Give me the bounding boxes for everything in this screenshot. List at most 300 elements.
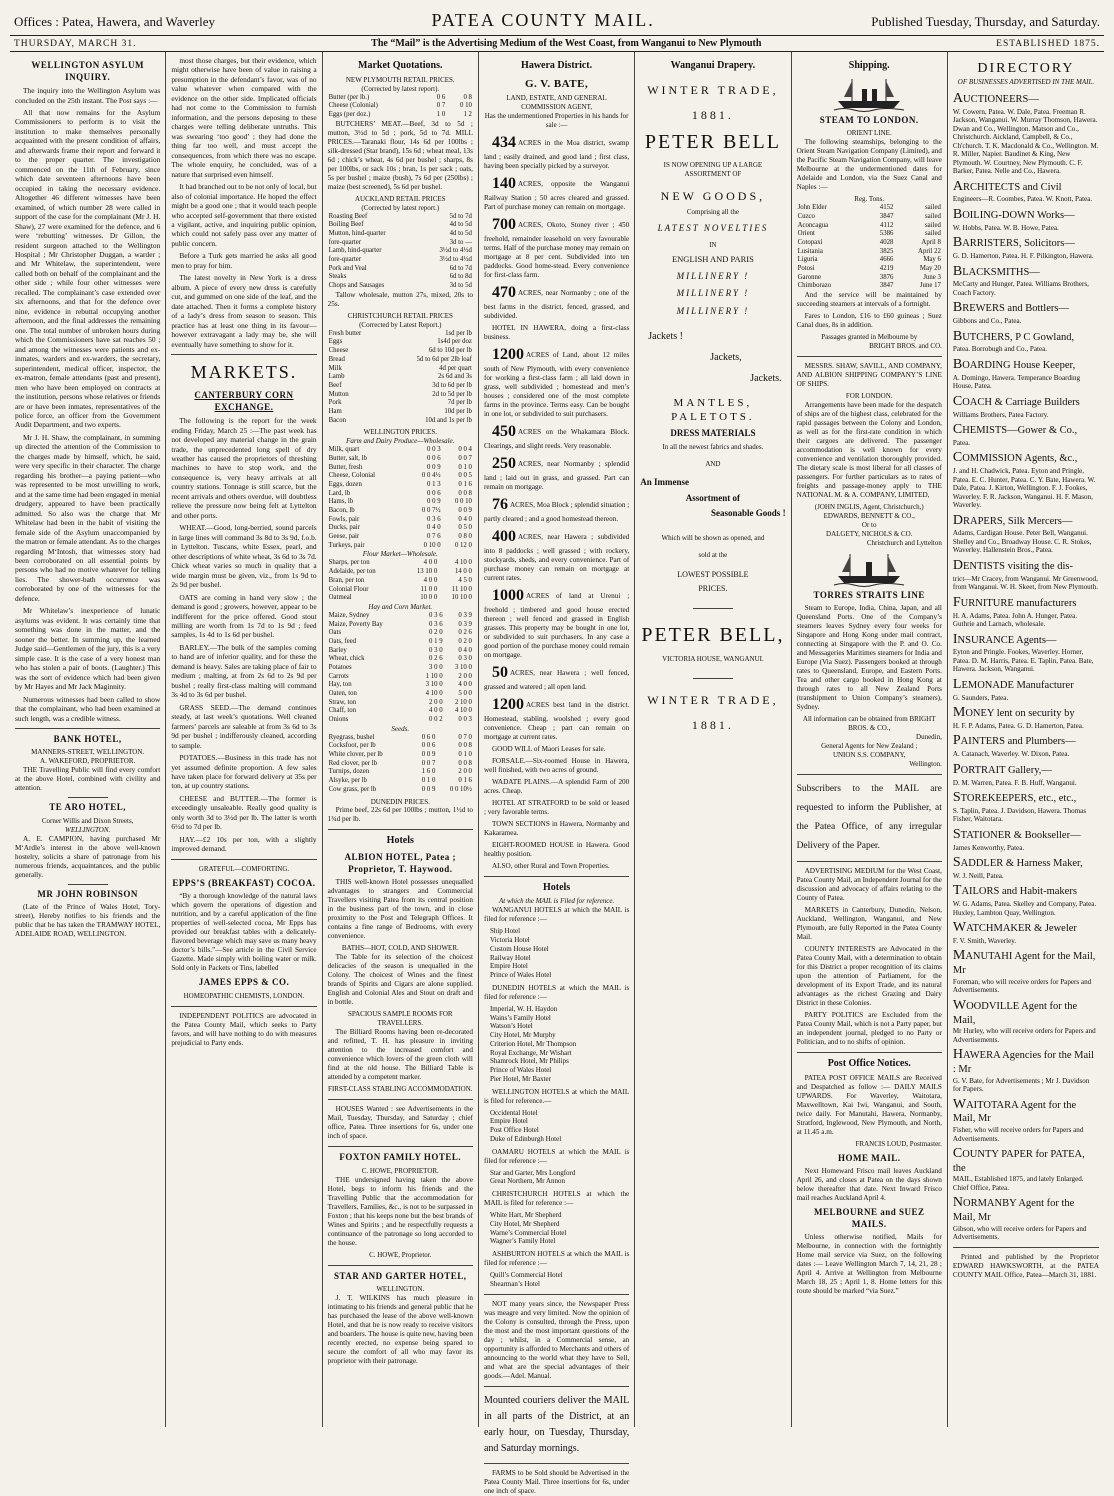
- paragraph: Before a Turk gets married he asks all good men to pray for him.: [171, 251, 317, 270]
- issue-date: THURSDAY, MARCH 31.: [14, 38, 137, 49]
- item-cell: Sharps, per ton: [328, 559, 370, 567]
- item-cell: Oatmeal: [328, 594, 352, 602]
- passages: Passages granted in Melbourne by: [821, 333, 918, 342]
- paragraph: Numerous witnesses had been called to show that the complainant, who had been examined at such length, was a credible witness.: [15, 694, 161, 723]
- paragraph: Mr Whitelaw’s inexperience of lunatic asylums was evident. It was certainly time that something was done in the matter, and the sooner the better. In summing up, the learned Judge said—Gentlemen of the jury, this is a very simple case. It is the case of a very honest man who has stolen a pair of boots. (Laughter.) This was the sort of evidence which had been given by Mr Hayes and Mr Jack Maginnity.: [15, 606, 161, 692]
- price-cell: 0 0 3: [458, 716, 472, 724]
- year: 1881.: [691, 108, 734, 123]
- divider: [953, 1247, 1099, 1248]
- price-cell: 4028: [879, 238, 894, 246]
- property-acreage: 50: [491, 663, 508, 681]
- auckland-title: AUCKLAND RETAIL PRICES: [354, 194, 446, 203]
- price-cell: 0 0 6: [421, 742, 436, 750]
- albion-text: THIS well-known Hotel possesses unequalled advantages to strangers and Commercial Travellers visiting Patea from its central position in the business part of the town, and in close proximity to the Post and Telegraph Offices. It contains a fine range of Bedrooms, with every convenience.: [327, 878, 473, 941]
- price-cell: 0 1 6: [458, 480, 472, 488]
- price-cell: 0 3 6: [427, 515, 441, 523]
- property-acreage: 1000: [491, 586, 524, 604]
- item-cell: Straw, ton: [328, 698, 357, 706]
- price-cell: 4666: [879, 256, 894, 264]
- bright-bros: BRIGHT BROS. and CO.: [869, 342, 942, 351]
- item-cell: Carrots: [328, 672, 349, 680]
- foxton-text: THE undersigned having taken the above Hotel, begs to inform his friends and the Travelling Public that the accommodation for Travellers, Families, &c., is not to be surpassed in Foxton ; that his keeps none but the best brands of Wines and Spirits ; and he respectfully requests a continuance of the patronage so long accorded to the house.: [327, 1175, 473, 1247]
- foxton-title: FOXTON FAMILY HOTEL.: [339, 1152, 462, 1163]
- table-row: [328, 524, 473, 533]
- item-cell: Red clover, per lb: [328, 759, 378, 767]
- price-cell: 4 0 0: [429, 707, 443, 715]
- price-cell: 0 0 9: [458, 507, 472, 515]
- directory-item: [953, 762, 1099, 787]
- hotel-text: (Late of the Prince of Wales Hotel, Tory-street), Hereby notifies to his friends and the public that he has taken the TRAMWAY HOTEL, ADELAIDE ROAD, WELLINGTON.: [15, 903, 161, 939]
- directory-item: [953, 827, 1099, 852]
- directory-text: W. G. Adams, Patea. Skelley and Company, Patea. Huxley, Lambton Quay, Wellington.: [952, 900, 1097, 917]
- price-cell: sailed: [925, 221, 941, 229]
- property-acreage: 470: [491, 283, 516, 301]
- subscribers-notice: Subscribers to the MAIL are requested to inform the Publisher, at the Patea Office, of any irregular Delivery of the Paper.: [796, 783, 942, 851]
- cocoa-firm-sub: HOMEOPATHIC CHEMISTS, LONDON.: [183, 991, 305, 1000]
- hotel-list-item: Watson’s Hotel: [489, 1022, 533, 1031]
- price-cell: 5d to 7d: [449, 212, 472, 220]
- hotel-list-item: Ship Hotel: [489, 927, 521, 936]
- item-cell: Pork and Veal: [328, 264, 367, 272]
- price-cell: 4 0 0: [423, 576, 438, 584]
- item-cell: Liguria: [797, 256, 818, 264]
- item-cell: Ducks, pair: [328, 524, 360, 532]
- opening: IS NOW OPENING UP A LARGE ASSORTMENT OF: [663, 161, 763, 179]
- property-item: [484, 586, 629, 660]
- hotel-list-item: Empire Hotel: [489, 1117, 528, 1126]
- column-6: [792, 52, 948, 1427]
- property-item: [484, 695, 629, 742]
- table-row: [328, 446, 473, 455]
- price-cell: 0 0 9: [427, 463, 441, 471]
- table-row: [328, 282, 473, 291]
- item-cell: Onions: [328, 716, 349, 724]
- price-cell: 3½d to 4½d: [439, 256, 472, 264]
- dunedin-text: Prime beef, 22s 6d per 100lbs ; mutton, 1½d to 1¾d per lb.: [327, 806, 473, 824]
- hotel-list-item: Wains’s Family Hotel: [489, 1013, 551, 1022]
- directory-text: Foreman, who will receive orders for Papers and Advertisements.: [952, 977, 1092, 995]
- ships-table: [797, 204, 942, 291]
- hotel-list-item: White Hart, Mr Shepherd: [489, 1211, 562, 1220]
- paragraph: The latest novelty in New York is a dress album. A piece of every new dress is carefully cut, and gummed on one side of the leaf, and the date attached. Then it forms a complete history of a lady’s dress from season to season. This practice has at least one thing in its favour—however extravagant a lady may be, she will eventually have something to show for it.: [171, 273, 317, 349]
- price-cell: 1 2: [463, 111, 472, 119]
- directory-heading: PAINTERS and Plumbers—: [952, 733, 1076, 749]
- divider: [68, 797, 108, 798]
- price-cell: 2d to 5d per lb: [432, 390, 472, 398]
- np-title: NEW PLYMOUTH RETAIL PRICES.: [345, 75, 455, 84]
- hotel-list-item: City Hotel, Mr Murphy: [489, 1031, 556, 1040]
- hotel-list-item: Star and Garter, Mrs Longford: [489, 1168, 576, 1177]
- item-cell: Alsyke, per lb: [328, 777, 367, 785]
- auckland-price-table: [328, 213, 473, 291]
- table-row: [328, 516, 473, 525]
- directory-item: [953, 394, 1099, 419]
- price-cell: 1 10 0: [425, 672, 443, 680]
- divider: [328, 829, 473, 830]
- foxton-sig: C. HOWE, Proprietor.: [369, 1250, 432, 1259]
- cocoa-firm: JAMES EPPS & CO.: [198, 977, 290, 988]
- property-text: GOOD WILL of Maori Leases for sale.: [491, 744, 606, 753]
- price-cell: 0 8: [463, 93, 472, 101]
- price-cell: 0 0 4½: [421, 472, 441, 480]
- table-row: [328, 507, 473, 516]
- paragraph: most those charges, but their evidence, which might otherwise have been of value in raising a presumption in the defendant’s favor, was of no value whatever when compared with the evidence on the other side. Implicated officials had not come to the Commission to furnish information, and the persons deposing to these charges were telling deliberate untruths. This was swearing ‘too good’ ; they had done the thing far too well, and must accept the consequences, from which there was no escape. The whole enquiry, he concluded, was of a nature that surprised even himself.: [171, 56, 317, 179]
- directory-item: [953, 207, 1099, 232]
- christchurch-sub: (Corrected by Latest Report.): [359, 320, 442, 329]
- np-price-table: [328, 94, 473, 120]
- price-cell: 13 10 0: [416, 568, 438, 576]
- directory-text: W. J. Neill, Patea.: [952, 871, 1004, 880]
- directory-heading: FURNITURE manufacturers: [952, 594, 1077, 610]
- for-london: FOR LONDON.: [845, 392, 893, 400]
- price-cell: 0 6 0: [421, 733, 436, 741]
- directory-heading: PORTRAIT Gallery,—: [952, 761, 1052, 777]
- christchurch-title: CHRISTCHURCH RETAIL PRICES: [347, 311, 453, 320]
- property-acreage: 250: [491, 454, 516, 472]
- hotel-list-item: Warne’s Commercial Hotel: [489, 1228, 567, 1237]
- hotel-list-item: Criterion Hotel, Mr Thompson: [489, 1039, 577, 1048]
- post-text: PATEA POST OFFICE MAILS are Received and Despatched as follow :— DAILY MAILS UPWARDS. For Waverley, Waitotara, Maxwelltown, Kai Iwi, Wanganui, and South, twice daily. For Manutahi, Hawera, Normanby, Stratford, Inglewood, New Plymouth, and North, at 11.45 a.m.: [796, 1073, 942, 1136]
- price-cell: 6d to 7d: [449, 264, 472, 272]
- albion-stabling: FIRST-CLASS STABLING ACCOMMODATION.: [328, 1085, 473, 1094]
- directory-item: [953, 1195, 1099, 1241]
- edwards: EDWARDS, BENNETT & CO.,: [823, 511, 915, 520]
- star-text: J. T. WILKINS has much pleasure in intimating to his friends and general public that he has purchased the lease of the above well-known Hotel, and that he is now ready to receive visitors and boarders. The house is quite new, having been recently erected, no expense being spared to secure the comfort of all who may favor its proprietor with their patronage.: [327, 1294, 473, 1366]
- price-cell: 11 0 0: [420, 585, 438, 593]
- price-cell: 0 0 8: [458, 742, 472, 750]
- article-body: [171, 56, 316, 349]
- torres-title: TORRES STRAITS LINE: [813, 589, 925, 600]
- post-title: Post Office Notices.: [827, 1057, 911, 1069]
- table-row: [328, 382, 473, 391]
- directory-heading: COACH & Carriage Builders: [952, 393, 1080, 409]
- price-cell: 0 0 4: [458, 446, 472, 454]
- home-mail-text: Next Homeward Frisco mail leaves Auckland April 26, and closes at Patea on the days shown below thereafter that date. Next Inward Frisco mail reaches Auckland April 4.: [796, 1167, 942, 1203]
- flour-price-table: [328, 559, 473, 602]
- divider: [328, 1146, 473, 1147]
- item-cell: Cow grass, per lb: [328, 785, 377, 793]
- hotel-street: Corner Willis and Dixon Streets,: [41, 816, 134, 825]
- divider: [171, 354, 316, 355]
- price-cell: 3 10 0: [454, 663, 472, 671]
- directory-heading: WOODVILLE Agent for the Mail,: [952, 997, 1078, 1026]
- price-cell: April 22: [918, 247, 941, 255]
- price-cell: sailed: [925, 212, 941, 220]
- table-row: [328, 365, 473, 374]
- property-item: [484, 495, 629, 524]
- price-cell: 5d to 6d per 2lb loaf: [416, 355, 472, 363]
- property-item: [484, 841, 629, 859]
- county-notice: COUNTY INTERESTS are Advocated in the Patea County Mail, with a determination to obtain for this District a proper recognition of its claims upon the attention of Parliament, for the development of its Export Trade, and its natural advantages as the richest Grazing and Dairy District in these Colonies.: [796, 944, 942, 1007]
- item-cell: Cheese (Colonial): [328, 102, 378, 110]
- directory-text: McCarty and Hunger, Patea. Williams Brothers, Coach Factory.: [952, 280, 1089, 297]
- directory-item: [953, 705, 1099, 730]
- price-cell: 6d to 8d: [449, 273, 472, 281]
- hotel-list: [490, 1109, 629, 1144]
- albion-text-2: The Table for its selection of the choicest delicacies of the season is unequalled in the Colony. The choicest of Wines and the finest brands of Spirits and Cigars are alone supplied. English and Colonial Ales and Stout on draft and in bottle.: [327, 953, 473, 1007]
- price-cell: 3847: [879, 212, 894, 220]
- directory-text: F. V. Smith, Waverley.: [952, 936, 1017, 945]
- seeds-title: Seeds.: [391, 724, 410, 733]
- section-title: Market Quotations.: [358, 60, 443, 71]
- or: Or to: [861, 520, 877, 529]
- table-row: [797, 239, 942, 248]
- hotel-list-item: Prince of Wales Hotel: [489, 971, 552, 980]
- peter-bell-2: PETER BELL,: [641, 624, 785, 647]
- union: UNION S.S. COMPANY,: [832, 751, 906, 760]
- couriers-notice: Mounted couriers deliver the MAIL in all parts of the District, at an early hour, on Tuesday, Thursday, and Saturday mornings.: [483, 1394, 630, 1454]
- table-row: [328, 356, 473, 365]
- price-cell: 3 10 0: [425, 681, 443, 689]
- table-row: [328, 230, 473, 239]
- np-text: BUTCHERS’ MEAT.—Beef, 3d to 5d ; mutton, 3½d to 5d ; pork, 5d to 7d. MILL PRICES.—Taranaki flour, 14s 6d per 100lbs ; silk-dressed (Star brand), 15s 6d ; wheat meal, 13s 6d ; chick’s wheat, 4s 6d per bushel ; sharps, 8s per 100lbs, or sack 10s ; bran, 1s per sack ; oats, 5s per bushel ; maize (bush), 7s 6d per (250lbs) ; maize (best screened), 5s 6d per bushel.: [327, 119, 473, 191]
- hotel-list-item: Occidental Hotel: [489, 1108, 538, 1117]
- property-acreage: 140: [491, 174, 516, 192]
- table-row: [328, 786, 473, 795]
- winter-trade: WINTER TRADE,: [647, 82, 779, 97]
- paragraph: OATS are coming in hand very slow ; the demand is good ; growers, however, appear to be indifferent for the price offered. Good stout milling are worth from 1s 7d to 1s 9d ; feed samples, 1s 4d to 1s 6d per bushel.: [171, 592, 317, 640]
- shaw-text: Arrangements have been made for the despatch of ships are of the highest class, celebrated for the rapid passages between the Colony and London, as well as for the first-rate condition in which their cargoes are delivered. The passenger accommodation is well known for every convenience and ventilation thoroughly provided. The dietary scale is most liberal for all classes of passengers. For further particulars as to rates of freights and passage-money apply to THE NATIONAL M. & A. COMPANY, LIMITED,: [796, 400, 942, 499]
- property-text: FORSALE.—Six-roomed House in Hawera, well finished, with two acres of ground.: [483, 756, 630, 774]
- directory-item: [953, 1146, 1099, 1192]
- directory-item: [953, 235, 1099, 260]
- hotels-sub: At which the MAIL is Filed for reference.: [498, 897, 615, 906]
- price-cell: May 6: [923, 256, 941, 264]
- price-cell: 3d to 6d per lb: [432, 381, 472, 389]
- price-cell: 1sd per lb: [445, 329, 472, 337]
- item-cell: Mutton: [328, 390, 349, 398]
- item-cell: Cheese: [328, 347, 349, 355]
- price-cell: sailed: [925, 230, 941, 238]
- flour-title: Flour Market—Wholesale.: [362, 550, 438, 559]
- directory-heading: STATIONER & Bookseller—: [952, 826, 1081, 842]
- section-title: Hawera District.: [521, 60, 593, 71]
- np-sub: (Corrected by latest report).: [361, 84, 440, 93]
- table-row: [328, 647, 473, 656]
- table-row: [328, 559, 473, 568]
- price-cell: 2 0 0: [458, 768, 472, 776]
- directory-list: [953, 91, 1099, 1242]
- torres-general: General Agents for New Zealand ;: [821, 742, 918, 751]
- price-cell: 4 10 0: [425, 690, 443, 698]
- farms-notice: FARMS to be Sold should be Advertised in the Patea County Mail. Three insertions for 6s, under one inch of space.: [483, 1468, 630, 1495]
- comprising: Comprising all the: [686, 208, 739, 217]
- item-cell: Hams, lb: [328, 498, 354, 506]
- hotel-list: [490, 1005, 629, 1084]
- item-cell: Pork: [328, 399, 342, 407]
- orient-line: ORIENT LINE.: [846, 129, 892, 138]
- item-cell: Wheat, chick: [328, 655, 365, 663]
- directory-heading: HAWERA Agencies for the Mail : Mr: [952, 1047, 1094, 1076]
- wellington-sub: Farm and Dairy Produce—Wholesale.: [346, 437, 455, 446]
- property-text: ACRES, near Hawera ; well fenced, grassed and watered ; all open land.: [483, 668, 630, 691]
- price-cell: 4d to 5d: [449, 221, 472, 229]
- table-row: [328, 247, 473, 256]
- directory-heading: DENTISTS visiting the dis-: [952, 557, 1073, 573]
- table-row: [328, 408, 473, 417]
- property-acreage: 700: [491, 215, 516, 233]
- price-cell: 0 5 0: [458, 524, 472, 532]
- directory-text: G. Saunders, Patea.: [952, 693, 1009, 702]
- section-title: Wanganui Drapery.: [670, 60, 756, 71]
- divider: [171, 1006, 316, 1007]
- price-cell: 0 0 7½: [421, 507, 441, 515]
- item-cell: Garonne: [797, 273, 821, 281]
- directory-text: trict—Mr Cracey, from Wanganui. Mr Greenwood, from Wanganui. W. H. Skeet, from New Plymouth.: [952, 574, 1098, 592]
- paragraph: POTATOES.—Business in this trade has not yet assumed definite proportion. A few sales have taken place for forward delivery at 35s per ton, at up country stations.: [171, 753, 317, 791]
- sold: sold at the: [698, 550, 728, 559]
- property-text: EIGHT-ROOMED HOUSE in Hawera. Good healthy position.: [483, 840, 630, 858]
- price-cell: 2 10 0: [454, 698, 472, 706]
- dalgety-sub: Christchurch and Lyttelton: [866, 538, 942, 547]
- hotel-list-heading: WELLINGTON HOTELS at which the MAIL is filed for reference.—: [483, 1087, 630, 1105]
- property-acreage: 434: [491, 133, 516, 151]
- hotel-list-item: Custom House Hotel: [489, 944, 549, 953]
- directory-item: [953, 948, 1099, 994]
- price-cell: 0 4 0: [458, 646, 472, 654]
- price-cell: 3d to —: [449, 238, 472, 246]
- item-cell: Bacon: [328, 416, 346, 424]
- property-acreage: 76: [491, 495, 508, 513]
- directory-text: Eyton and Pringle. Fookes, Waverley. Horner, Patea. D. M. Harris, Patea. E. Taplin, Patea. Bate, Hawera. Jackson, Wanganui.: [952, 648, 1094, 674]
- directory-sub: OF BUSINESSES ADVERTISED IN THE MAIL.: [957, 77, 1095, 86]
- hotel-list-item: Post Office Hotel: [489, 1126, 539, 1135]
- price-cell: 1 0: [436, 111, 446, 119]
- steam-text-2: And the service will be maintained by succeeding steamers at intervals of a fortnight.: [796, 291, 942, 309]
- paragraph: The inquiry into the Wellington Asylum was concluded on the 25th instant. The Post says :—: [15, 86, 161, 105]
- price-cell: 11 10 0: [451, 585, 472, 593]
- divider: [328, 1099, 473, 1100]
- steam-title: STEAM TO LONDON.: [819, 114, 919, 125]
- directory-heading: SADDLER & Harness Maker,: [952, 855, 1083, 871]
- fares: Fares to London, £16 to £60 guineas ; Suez Canal dues, 8s in addition.: [796, 312, 942, 330]
- property-text: ACRES on the Whakamara Block. Clearings, and slight reeds. Very reasonable.: [483, 427, 630, 450]
- torres-text: Steam to Europe, India, China, Japan, and all Queensland Ports. One of the Company’s steamers leaves Sydney every four weeks for Singapore and Hong Kong under mail contract, connecting at Singapore with the P. and O. Co. and Messageries Maritimes steamers for India and Europe (Via Suez). Passengers booked at through rates to Queensland, Europe, and Eastern Ports. Tea and other cargo booked in Hong Kong at through rates to all New Zealand Ports (transhipment to Union Company’s steamers), Sydney.: [796, 604, 942, 712]
- property-text: WADATE PLAINS.—A splendid Farm of 200 acres. Cheap.: [483, 777, 630, 795]
- divider: [797, 774, 942, 775]
- table-row: [328, 586, 473, 595]
- cocoa-tagline: GRATEFUL—COMFORTING.: [198, 864, 290, 873]
- item-cell: fore-quarter: [328, 256, 362, 264]
- property-item: [484, 799, 629, 817]
- price-cell: 0 0 2: [429, 716, 443, 724]
- steamship-icon: [834, 77, 904, 111]
- directory-heading: BREWERS and Bottlers—: [952, 300, 1069, 316]
- cocoa-text: “By a thorough knowledge of the natural laws which govern the operations of digestion and nutrition, and by a careful application of the fine properties of well-selected cocoa, Mr Epps has provided our breakfast tables with a delicately-flavored beverage which may save us many heavy doctor’s bills.”—See article in the Civil Service Gazette. Made simply with boiling water or milk. Sold only in Packets or Tins, labelled: [171, 892, 317, 973]
- article-heading: WELLINGTON ASYLUM INQUIRY.: [31, 60, 144, 82]
- paragraph: The following is the report for the week ending Friday, March 25 :—The past week has not developed any material change in the grain trade, the unprecedented long spell of dry weather has caused the proprietors of threshing machines to have to stop work, and the consequence is, very heavy arrivals at all country stations. Tonnage is still scarce, but the recent arrivals and others overdue, will doubtless relieve the pressure now being felt at Lyttelton and other ports.: [171, 416, 317, 520]
- table-row: [328, 629, 473, 638]
- directory-heading: BUTCHERS, P C Gowland,: [952, 328, 1075, 344]
- item-cell: Potatoes: [328, 663, 352, 671]
- item-cell: Butter, fresh: [328, 463, 363, 471]
- star-town: WELLINGTON.: [376, 1285, 425, 1294]
- directory-text: Fisher, who will receive orders for Papers and Advertisements.: [952, 1126, 1084, 1143]
- table-row: [328, 621, 473, 630]
- hotel-list-item: Wagner’s Family Hotel: [489, 1237, 556, 1246]
- directory-text: Engineers—R. Coombes, Patea. W. Knott, Patea.: [952, 195, 1093, 204]
- price-cell: 0 1 0: [458, 463, 472, 471]
- seasonable: Seasonable Goods !: [711, 508, 786, 519]
- property-item: [484, 527, 629, 583]
- table-row: [328, 568, 473, 577]
- price-cell: 10d and 1s per lb: [425, 416, 472, 424]
- shaw-agent: (JOHN INGLIS, Agent, Christchurch,): [814, 502, 924, 511]
- price-cell: 0 4 0: [427, 524, 441, 532]
- property-item: [484, 820, 629, 838]
- item-cell: Eggs (per doz.): [328, 111, 371, 119]
- price-cell: 0 3 0: [429, 646, 443, 654]
- property-item: [484, 454, 629, 492]
- price-cell: 4152: [879, 204, 894, 212]
- hotel-list-item: Royal Exchange, Mr Wishart: [489, 1048, 572, 1057]
- table-row: [328, 391, 473, 400]
- item-cell: Eggs, dozen: [328, 480, 362, 488]
- new-goods: NEW GOODS,: [660, 189, 766, 204]
- price-cell: 4 10 0: [454, 559, 472, 567]
- millinery-3: MILLINERY !: [676, 305, 750, 316]
- price-cell: 1s4d per doz: [437, 338, 472, 346]
- directory-item: [953, 883, 1099, 917]
- property-item: [484, 663, 629, 692]
- price-cell: 0 1 0: [458, 751, 472, 759]
- item-cell: Butter, salt, lb: [328, 454, 367, 462]
- property-text: HOTEL AT STRATFORD to be sold or leased ; very favorable terms.: [483, 798, 630, 816]
- mantles: MANTLES, PALETOTS.: [671, 396, 755, 423]
- divider: [797, 356, 942, 357]
- item-cell: Beef: [328, 381, 342, 389]
- table-row: [328, 542, 473, 551]
- price-cell: 0 10: [460, 102, 472, 110]
- table-row: [328, 768, 473, 777]
- melb-text: Unless otherwise notified, Mails for Melbourne, in connection with the fortnightly Home mail service via Suez, on the following dates :— Leave Wellington March 7, 14, 21, 28 ; April 4. Arrive at Wellington from Melbourne March 18, 25 ; April 1, 8. Home letters for this route should be marked “via Suez.”: [796, 1233, 942, 1296]
- directory-text: W. Hobbs, Patea. W. B. Howe, Patea.: [952, 223, 1059, 232]
- directory-heading: COMMISSION Agents, &c.,: [952, 450, 1078, 466]
- columns: [10, 52, 1104, 1495]
- column-1: [10, 52, 166, 1427]
- directory-item: [953, 357, 1099, 391]
- property-text: ACRES best land in the district. Homestead, stabling, woolshed ; every good convenience. Cheap ; part can remain on mortgage at current rates.: [483, 700, 630, 741]
- divider: [693, 608, 733, 609]
- table-row: [328, 221, 473, 230]
- price-cell: 0 2 6: [429, 655, 443, 663]
- table-row: [328, 742, 473, 751]
- hotel-list-item: Victoria Hotel: [489, 936, 530, 945]
- column-5: [635, 52, 791, 1427]
- dateline: [10, 35, 1104, 52]
- masthead: [10, 0, 1104, 35]
- table-row: [328, 265, 473, 274]
- divider: [328, 1265, 473, 1266]
- press-note: NOT many years since, the Newspaper Press was meagre and very limited. Now the opinion of the Colony is consulted, through the Press, upon the most and the most important questions of the day ; whilst, in a Commercial sense, an opportunity is afforded to Merchants and others of announcing to the world what they have to Sell, and what are the special advantages of their goods.—Adel. Manual.: [483, 1299, 630, 1380]
- torres-dunedin: Dunedin,: [916, 733, 942, 742]
- year-2: 1881.: [691, 718, 734, 733]
- property-item: [484, 133, 629, 171]
- directory-item: [953, 264, 1099, 298]
- item-cell: Cuzco: [797, 212, 815, 220]
- price-cell: 4219: [879, 265, 894, 273]
- item-cell: Orient: [797, 230, 815, 238]
- item-cell: John Elder: [797, 204, 827, 212]
- price-cell: 0 3 9: [458, 620, 472, 628]
- divider: [15, 728, 160, 729]
- hotel-list-item: Duke of Edinburgh Hotel: [489, 1134, 562, 1143]
- directory-heading: MANUTAHI Agent for the Mail, Mr: [952, 948, 1096, 977]
- item-cell: Turkeys, pair: [328, 541, 365, 549]
- table-row: [797, 213, 942, 222]
- steamship-icon: [834, 552, 904, 586]
- item-cell: Lusitania: [797, 247, 823, 255]
